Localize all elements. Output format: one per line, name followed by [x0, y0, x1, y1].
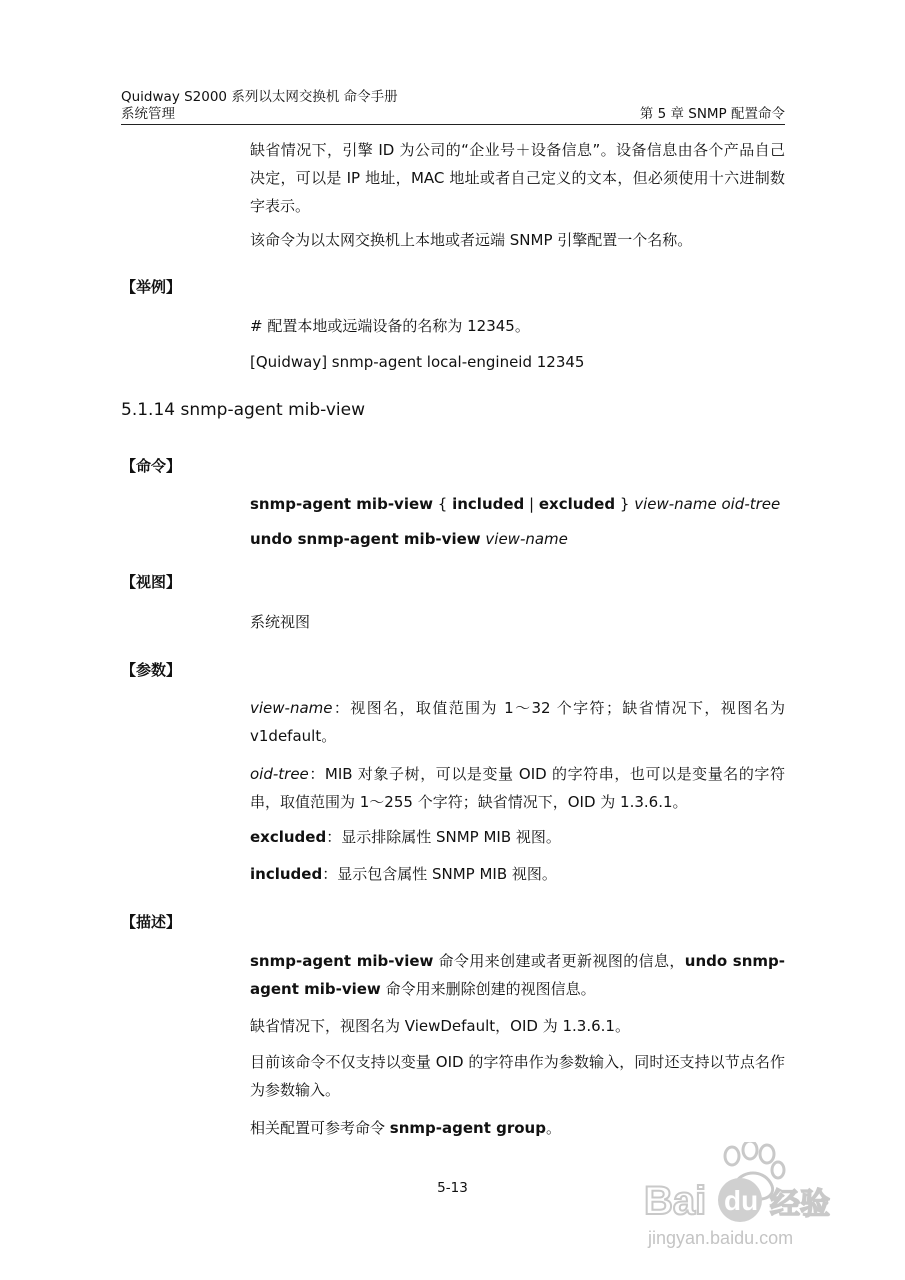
intro-paragraph-1: 缺省情况下，引擎 ID 为公司的“企业号＋设备信息”。设备信息由各个产品自己决定，可以是 IP 地址，MAC 地址或者自己定义的文本，但必须使用十六进制数字表示。 — [250, 141, 785, 215]
desc-text: 命令用来删除创建的视图信息。 — [380, 980, 596, 998]
param-desc: ：显示包含属性 SNMP MIB 视图。 — [322, 865, 557, 883]
example-comment: # 配置本地或远端设备的名称为 12345。 — [250, 317, 530, 335]
paw-icon — [640, 1142, 870, 1262]
desc-undo-cmd: undo snmp-agent mib-view — [250, 952, 785, 998]
cmd-keyword: snmp-agent mib-view — [250, 495, 433, 513]
desc-paragraph-4 — [250, 1114, 785, 1142]
svg-text:经验: 经验 — [770, 1187, 830, 1222]
param-desc: ：MIB 对象子树，可以是变量 OID 的字符串，也可以是变量名的字符串，取值范围为 1～255 个字符；缺省情况下，OID 为 1.3.6.1。 — [250, 765, 785, 811]
cmd-args: view-name oid-tree — [634, 495, 781, 513]
header-chapter: 第 5 章 SNMP 配置命令 — [639, 106, 785, 122]
header-title: Quidway S2000 系列以太网交换机 命令手册 — [121, 89, 398, 105]
brace-open: { — [433, 495, 453, 513]
undo-cmd-keyword: undo snmp-agent mib-view — [250, 530, 481, 548]
brace-close: } — [615, 495, 635, 513]
param-oid-tree — [250, 760, 785, 816]
desc-paragraph-1 — [250, 947, 785, 1003]
param-included — [250, 860, 785, 888]
desc-related-cmd: snmp-agent group — [389, 1119, 546, 1137]
param-desc: ：显示排除属性 SNMP MIB 视图。 — [326, 828, 561, 846]
view-label: 【视图】 — [121, 573, 182, 591]
example-command: [Quidway] snmp-agent local-engineid 12345 — [250, 353, 585, 371]
command-syntax-1 — [250, 490, 785, 518]
command-label: 【命令】 — [121, 457, 182, 475]
svg-text:du: du — [724, 1185, 759, 1216]
desc-label: 【描述】 — [121, 913, 182, 931]
param-desc: ：视图名，取值范围为 1～32 个字符；缺省情况下，视图名为 v1default。 — [250, 699, 785, 745]
cmd-included: included — [452, 495, 525, 513]
desc-paragraph-3: 目前该命令不仅支持以变量 OID 的字符串作为参数输入，同时还支持以节点名作为参数输入。 — [250, 1053, 785, 1099]
desc-text: 相关配置可参考命令 — [250, 1119, 390, 1137]
intro-paragraph-2: 该命令为以太网交换机上本地或者远端 SNMP 引擎配置一个名称。 — [250, 231, 693, 249]
params-label: 【参数】 — [121, 661, 182, 679]
view-text: 系统视图 — [250, 613, 311, 631]
watermark-url: jingyan.baidu.com — [648, 1228, 794, 1248]
command-syntax-2 — [250, 525, 785, 553]
undo-cmd-arg: view-name — [485, 530, 568, 548]
example-label: 【举例】 — [121, 278, 182, 296]
param-term: oid-tree — [250, 765, 309, 783]
param-term: excluded — [250, 828, 327, 846]
header-section: 系统管理 — [121, 106, 175, 122]
baidu-watermark — [640, 1142, 870, 1262]
desc-cmd: snmp-agent mib-view — [250, 952, 434, 970]
watermark-brand: Bai — [644, 1179, 707, 1223]
header-rule — [121, 124, 785, 125]
param-view-name — [250, 694, 785, 750]
section-heading: 5.1.14 snmp-agent mib-view — [121, 400, 366, 420]
desc-paragraph-2: 缺省情况下，视图名为 ViewDefault，OID 为 1.3.6.1。 — [250, 1017, 630, 1035]
desc-text: 命令用来创建或者更新视图的信息， — [433, 952, 685, 970]
cmd-excluded: excluded — [538, 495, 616, 513]
desc-text: 。 — [545, 1119, 561, 1137]
param-term: included — [250, 865, 323, 883]
page-number: 5-13 — [437, 1180, 468, 1196]
pipe: | — [524, 495, 539, 513]
param-excluded — [250, 823, 785, 851]
param-term: view-name — [250, 699, 333, 717]
